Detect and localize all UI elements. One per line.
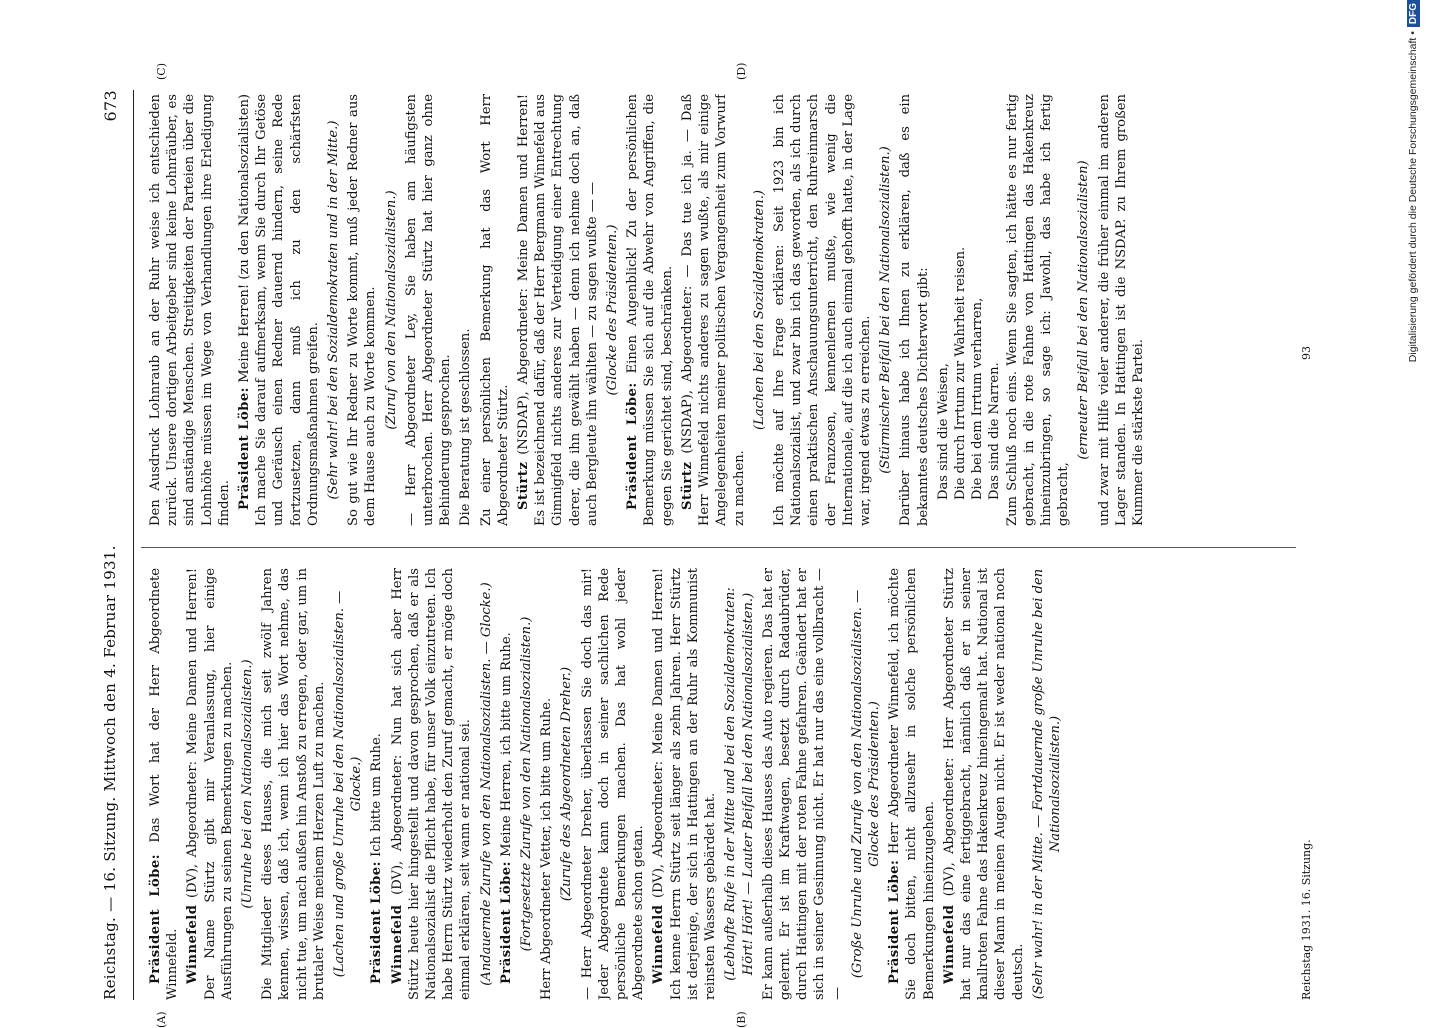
speaker-name: Winnefeld bbox=[389, 904, 405, 984]
paragraph bbox=[579, 568, 648, 1000]
verse-line bbox=[969, 94, 986, 526]
paragraph-text: (Andauernde Zurufe von den Nationalsozialisten. — Glocke.) bbox=[478, 582, 494, 986]
speaker-name: Winnefeld bbox=[941, 904, 957, 984]
stage-direction bbox=[1075, 94, 1092, 526]
paragraph-text: Einen Augenblick! Zu der persönlichen Bemerkung müssen Sie sich auf die Abwehr von Angriffen, die gegen Sie gerichtet sind, beschränken. bbox=[625, 94, 675, 526]
verse-line bbox=[952, 94, 969, 526]
speaker-name: Präsident Löbe: bbox=[887, 859, 903, 984]
paragraph bbox=[760, 568, 846, 1000]
stage-direction bbox=[558, 568, 575, 1000]
paragraph-text: Die bei dem Irrtum verharren, bbox=[970, 297, 986, 500]
paragraph-text: (DV), Abgeordneter: Meine Damen und Herren! Ich kenne Herrn Stürtz seit länger als zehn Jahren. Herr Stürtz ist derjenige, der sich in Hattingen an der Ruhr als Kommunist reinsten Wassers gebärdet hat. bbox=[651, 568, 719, 1000]
speaker-name: Winnefeld bbox=[651, 904, 667, 984]
paragraph-text: So gut wie Ihr Redner zu Worte kommt, muß jeder Redner aus dem Hause auch zu Worte kommen. bbox=[346, 94, 379, 526]
paragraph-text: Das sind die Weisen, bbox=[935, 363, 951, 500]
speech-paragraph bbox=[236, 94, 322, 526]
dfg-logo: DFG bbox=[1407, 0, 1420, 27]
speech-paragraph bbox=[389, 568, 475, 1000]
stage-direction bbox=[478, 568, 495, 1000]
rotated-document-page bbox=[95, 62, 1315, 1028]
paragraph-text: (Sehr wahr! bei den Sozialdemokraten und in der Mitte.) bbox=[326, 120, 342, 500]
paragraph-text: Meine Herren! (zu den Nationalsozialisten) Ich mache Sie darauf aufmerksam, wenn Sie durch Ihr Getöse und Geräusch einen Redner dauernd hindern, seine Rede fortzusetzen, dann muß ich zu den schärfsten Ordnungsmaßnahmen greifen. bbox=[237, 94, 321, 526]
paragraph-text: (NSDAP), Abgeordneter: Meine Damen und Herren! Es ist bezeichnend dafür, daß der Herr Bergmann Winnefeld aus Gimnigfeld nichts anderes zur Verteidigung einer Entrechtung derer, die ihn gewählt haben — denn ich nehme doch an, daß auch Bergleute ihn wählten — zu sagen wußte — — bbox=[516, 94, 600, 526]
paragraph bbox=[403, 94, 455, 526]
paragraph-text: und zwar mit Hilfe vieler anderer, die früher einmal im anderen Lager standen. In Hattingen ist die NSDAP. zu Ihrem großen Kummer die stärkste Partei. bbox=[1096, 94, 1146, 526]
speaker-name: Winnefeld bbox=[185, 904, 201, 984]
paragraph-text: Zum Schluß noch eins. Wenn Sie sagten, ich hätte es nur fertig gebracht, in die rote Fahne von Hattingen das Hakenkreuz hineinzubringen, so sage ich: Jawohl, das habe ich fertig gebracht, bbox=[1004, 94, 1072, 526]
paragraph-text: (Stürmischer Beifall bei den Nationalsozialisten.) bbox=[878, 146, 894, 474]
paragraph-text: (NSDAP), Abgeordneter: — Das tue ich ja. — Daß Herr Winnefeld nichts anderes zu sagen wußte, als mir einige Angelegenheiten meiner politischen Vergangenheit zum Vorwurf zu machen. bbox=[679, 94, 747, 526]
paragraph-text: Herr Abgeordneter Vetter, ich bitte um Ruhe. bbox=[539, 697, 555, 1000]
page-header bbox=[95, 90, 135, 1000]
margin-marker-a: (A) bbox=[155, 1011, 168, 1028]
paragraph bbox=[1004, 94, 1073, 526]
paragraph bbox=[538, 568, 555, 1000]
right-text-column bbox=[147, 94, 1297, 526]
stage-direction bbox=[877, 94, 894, 526]
paragraph-text: (Zuruf von den Nationalsozialisten.) bbox=[383, 190, 399, 430]
margin-marker-c: (C) bbox=[155, 63, 168, 80]
speech-paragraph bbox=[941, 568, 1027, 1000]
dfg-note-text: Digitalisierung gefördert durch die Deutsche Forschungsgemeinschaft • bbox=[1407, 31, 1419, 363]
paragraph-text: (Fortgesetzte Zurufe von den Nationalsozialisten.) bbox=[519, 616, 535, 952]
paragraph-text: (Zurufe des Abgeordneten Dreher.) bbox=[559, 666, 575, 902]
margin-marker-d: (D) bbox=[735, 62, 748, 80]
speaker-name: Präsident Löbe: bbox=[625, 382, 641, 510]
footer-left: Reichstag 1931. 16. Sitzung. bbox=[1300, 839, 1313, 1000]
column-divider bbox=[141, 547, 1296, 548]
paragraph-text: (Unruhe bei den Nationalsozialisten.) bbox=[240, 659, 256, 909]
footer-right: 93 bbox=[1300, 346, 1313, 360]
speech-paragraph bbox=[184, 568, 236, 1000]
paragraph-text: Das Wort hat der Herr Abgeordnete Winnefeld. bbox=[148, 568, 181, 1000]
paragraph-text: (Lachen bei den Sozialdemokraten.) bbox=[751, 190, 767, 431]
verse-line bbox=[935, 94, 952, 526]
paragraph-text: — Herr Abgeordneter Dreher, überlassen Sie doch das mir! Jeder Abgeordnete kann doch in seiner sachlichen Rede persönliche Bemerkungen machen. Das hat wohl jeder Abgeordnete schon getan. bbox=[579, 568, 647, 1000]
speech-paragraph bbox=[886, 568, 938, 1000]
paragraph-text: Die Mitglieder dieses Hauses, die mich seit zwölf Jahren kennen, wissen, daß ich, wenn ich hier das Wort nehme, das nicht tue, um nach außen hin Anstoß zu erregen, oder gar, um in brutaler Weise meinem Herzen Luft zu machen. bbox=[260, 568, 327, 1000]
paragraph-text: (DV), Abgeordneter: Meine Damen und Herren! Der Name Stürtz gibt mir Veranlassung, hier einige Ausführungen zu seinen Bemerkungen zu machen. bbox=[185, 568, 235, 1000]
paragraph-text: Ich bitte um Ruhe. bbox=[369, 733, 385, 857]
speech-paragraph bbox=[679, 94, 748, 526]
paragraph-text: (Große Unruhe und Zurufe von den Nationalsozialisten. — Glocke des Präsidenten.) bbox=[849, 589, 882, 979]
paragraph bbox=[897, 94, 931, 526]
speech-paragraph bbox=[147, 568, 181, 1000]
paragraph-text: Die durch Irrtum zur Wahrheit reisen. bbox=[952, 246, 968, 500]
stage-direction bbox=[1030, 568, 1064, 1000]
page-number: 673 bbox=[101, 90, 120, 122]
paragraph-text: (DV), Abgeordneter: Herr Abgeordneter Stürtz hat nur das eine fertiggebracht, nämlich daß er in seiner knallroten Fahne das Hakenkreuz hineingemalt hat. National ist dieser Mann in meinen Augen nicht. Er ist weder national noch deutsch. bbox=[941, 568, 1026, 1000]
stage-direction bbox=[722, 568, 756, 1000]
speaker-name: Stürtz bbox=[679, 461, 695, 510]
speech-paragraph bbox=[624, 94, 676, 526]
paragraph-text: Den Ausdruck Lohnraub an der Ruhr weise ich entschieden zurück. Unsere dortigen Arbeitgeber sind keine Lohnräuber, es sind anständige Menschen. Streitigkeiten der Parteien über die Lohnhöhe müssen im Wege von Verhandlungen ihre Erledigung finden. bbox=[148, 94, 232, 526]
paragraph-text: — Herr Abgeordneter Ley, Sie haben am häufigsten unterbrochen. Herr Abgeordneter Stürtz hat hier ganz ohne Behinderung gesprochen. bbox=[403, 94, 454, 526]
paragraph-text: Die Beratung ist geschlossen. bbox=[458, 328, 474, 526]
paragraph-text: Darüber hinaus habe ich Ihnen zu erklären, daß es ein bekanntes deutsches Dichterwort gibt: bbox=[898, 94, 931, 526]
paragraph bbox=[345, 94, 379, 526]
paragraph bbox=[1096, 94, 1148, 526]
paragraph bbox=[478, 94, 512, 526]
speech-paragraph bbox=[515, 94, 601, 526]
speaker-name: Präsident Löbe: bbox=[369, 861, 385, 984]
paragraph-text: (DV), Abgeordneter: Nun hat sich aber Herr Stürtz heute hier hingestellt und davon gesprochen, daß er als Nationalsozialist die Pflicht habe, für unser Volk einzutreten. Ich habe Herrn Stürtz wiederholt den Zuruf gemacht, er möge doch einmal erklären, seit wann er national sei. bbox=[389, 568, 474, 1000]
stage-direction bbox=[325, 94, 342, 526]
paragraph-text: (Lebhafte Rufe in der Mitte und bei den Sozialdemokraten: Hört! Hört! — Lauter Beifall bei den Nationalsozialisten.) bbox=[723, 587, 756, 981]
paragraph-text: (erneuter Beifall bei den Nationalsozialisten) bbox=[1076, 160, 1092, 460]
paragraph-text: (Lachen und große Unruhe bei den Nationalsozialisten. — Glocke.) bbox=[332, 590, 365, 978]
paragraph-text: (Glocke des Präsidenten.) bbox=[605, 224, 621, 396]
paragraph-text: (Sehr wahr! in der Mitte. — Fortdauernde große Unruhe bei den Nationalsozialisten.) bbox=[1030, 568, 1063, 1000]
paragraph bbox=[457, 94, 474, 526]
paragraph-text: Das sind die Narren. bbox=[987, 362, 1003, 500]
speech-paragraph bbox=[650, 568, 719, 1000]
paragraph bbox=[147, 94, 233, 526]
speaker-name: Präsident Löbe: bbox=[498, 861, 514, 984]
stage-direction bbox=[849, 568, 883, 1000]
stage-direction bbox=[518, 568, 535, 1000]
paragraph-text: Er kann außerhalb dieses Hauses das Auto regieren. Das hat er gelernt. Er ist im Kraftwagen, besetzt durch Radaubrüder, durch Hattingen mit der roten Fahne gefahren. Geändert hat er sich in seiner Gesinnung nicht. Er hat nur das eine vollbracht — — bbox=[760, 568, 845, 1000]
paragraph bbox=[259, 568, 328, 1000]
speech-paragraph bbox=[368, 568, 385, 1000]
stage-direction bbox=[383, 94, 400, 526]
speaker-name: Stürtz bbox=[516, 461, 532, 510]
paragraph bbox=[771, 94, 874, 526]
speaker-name: Präsident Löbe: bbox=[148, 853, 163, 984]
header-rule bbox=[133, 90, 134, 1000]
left-text-column bbox=[147, 568, 1297, 1000]
stage-direction bbox=[604, 94, 621, 526]
paragraph-text: Herr Abgeordneter Winnefeld, ich möchte Sie doch bitten, nicht allzusehr in solche persönlichen Bemerkungen hineinzugehen. bbox=[887, 568, 937, 1000]
dfg-side-note bbox=[1400, 0, 1426, 1000]
stage-direction bbox=[331, 568, 365, 1000]
paragraph-text: Zu einer persönlichen Bemerkung hat das Wort Herr Abgeordneter Stürtz. bbox=[478, 94, 511, 526]
margin-marker-b: (B) bbox=[735, 1011, 748, 1028]
verse-line bbox=[986, 94, 1003, 526]
speaker-name: Präsident Löbe: bbox=[237, 386, 253, 510]
paragraph-text: Ich möchte auf Ihre Frage erklären: Seit 1923 bin ich Nationalsozialist, und zwar bin ich das geworden, als ich durch einen praktischen Anschauungsunterricht, den Ruhreinmarsch der Franzosen, kennenlernen mußte, wie wenig die Internationale, auf die ich auch einmal gehofft hatte, in der Lage war, irgend etwas zu erreichen. bbox=[771, 94, 873, 526]
page-title: Reichstag. — 16. Sitzung. Mittwoch den 4. Februar 1931. bbox=[101, 545, 119, 1000]
speech-paragraph bbox=[498, 568, 515, 1000]
paragraph-text: Meine Herren, ich bitte um Ruhe. bbox=[498, 632, 514, 857]
stage-direction bbox=[239, 568, 256, 1000]
stage-direction bbox=[751, 94, 768, 526]
